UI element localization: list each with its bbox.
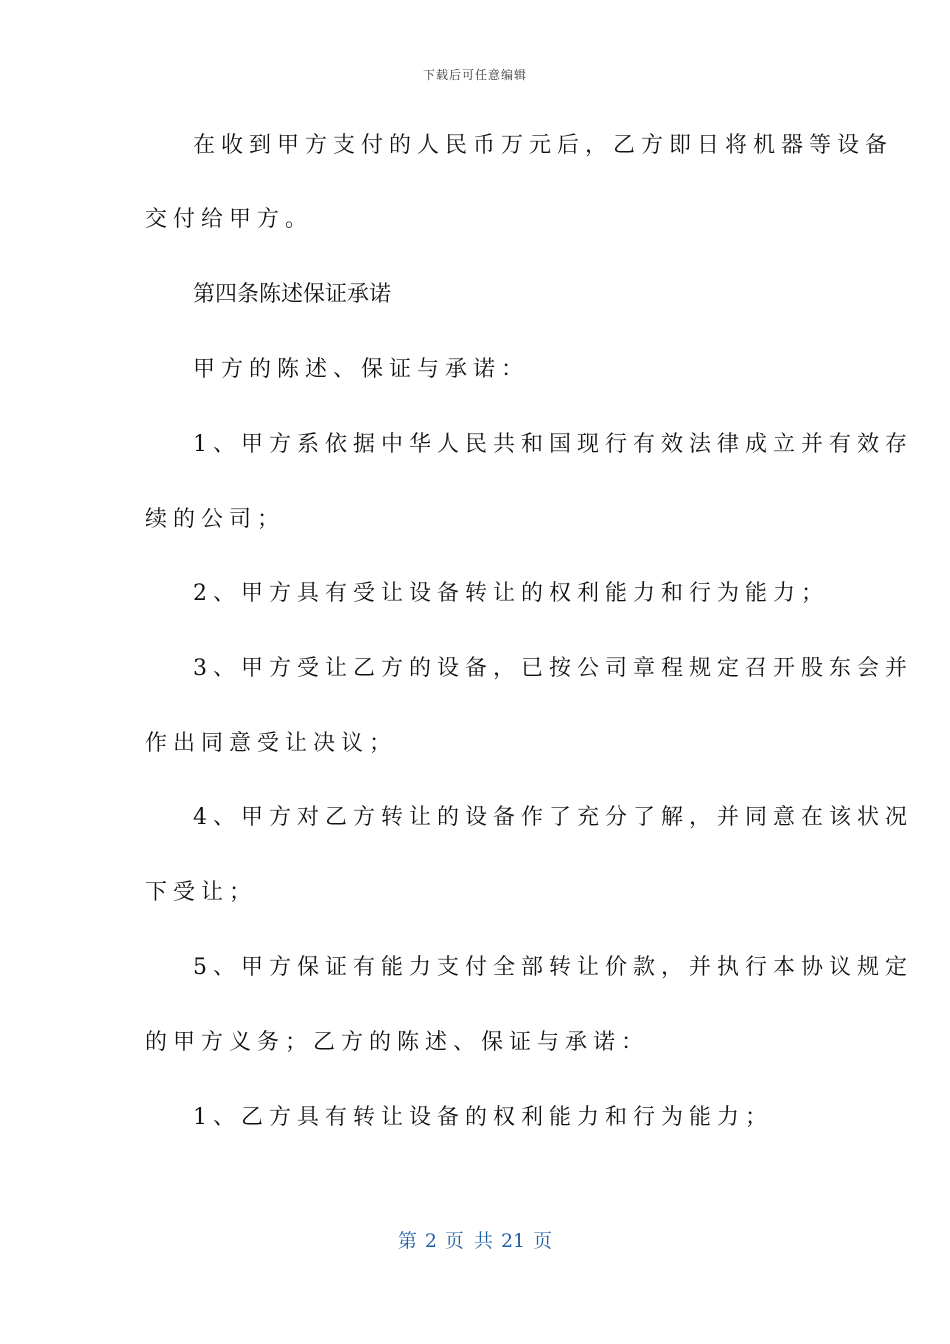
footer-suffix: 页 (533, 1230, 553, 1252)
paragraph-line: 的甲方义务；乙方的陈述、保证与承诺： (145, 1030, 650, 1055)
paragraph-line: 3、甲方受让乙方的设备，已按公司章程规定召开股东会并 (193, 656, 913, 681)
paragraph-line: 甲方的陈述、保证与承诺： (193, 357, 530, 382)
paragraph-line: 4、甲方对乙方转让的设备作了充分了解，并同意在该状况 (193, 805, 913, 830)
paragraph-line: 1、乙方具有转让设备的权利能力和行为能力； (193, 1105, 773, 1130)
page-header: 下载后可任意编辑 (422, 68, 527, 82)
footer-page-number: 2 (424, 1230, 437, 1252)
paragraph-line: 下受让； (145, 880, 258, 905)
paragraph-line: 1、甲方系依据中华人民共和国现行有效法律成立并有效存 (193, 432, 913, 457)
paragraph-line: 2、甲方具有受让设备转让的权利能力和行为能力； (193, 581, 829, 606)
footer-middle: 页 共 (444, 1230, 493, 1252)
paragraph-line: 作出同意受让决议； (145, 731, 398, 756)
section-heading: 第四条陈述保证承诺 (193, 282, 392, 307)
footer-prefix: 第 (397, 1230, 417, 1252)
footer-total-pages: 21 (500, 1230, 526, 1252)
paragraph-line: 在收到甲方支付的人民币万元后，乙方即日将机器等设备 (193, 133, 894, 158)
paragraph-line: 5、甲方保证有能力支付全部转让价款，并执行本协议规定 (193, 955, 913, 980)
page-footer (0, 1226, 950, 1253)
paragraph-line: 交付给甲方。 (145, 207, 314, 232)
paragraph-line: 续的公司； (145, 507, 286, 532)
